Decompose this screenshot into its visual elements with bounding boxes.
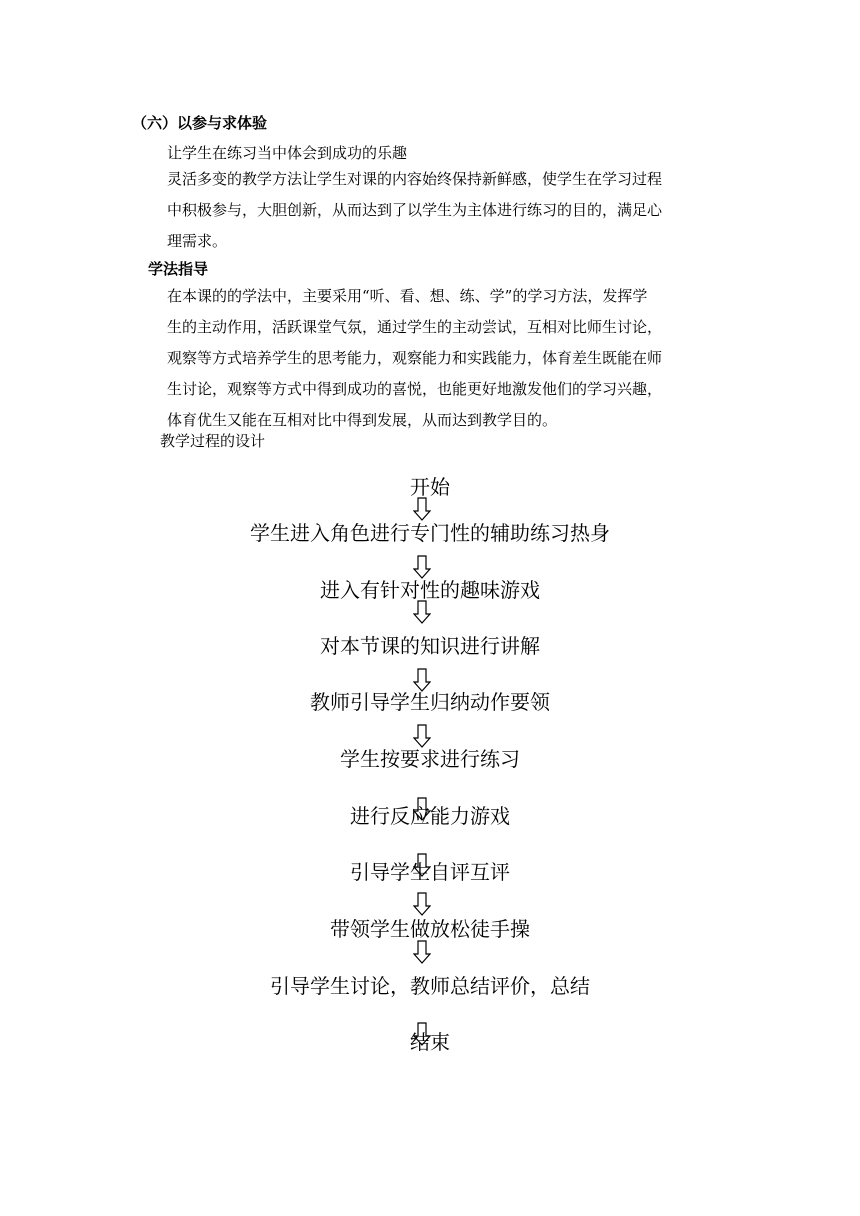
- paragraph-line: 生讨论，观察等方式中得到成功的喜悦，也能更好地激发他们的学习兴趣，: [167, 380, 663, 398]
- section-paragraph: [167, 164, 733, 257]
- section-heading-study-method: 学法指导: [148, 260, 209, 278]
- process-title: 教学过程的设计: [160, 432, 266, 450]
- down-arrow-icon: [413, 600, 431, 624]
- flow-step: 进入有针对性的趣味游戏: [320, 578, 540, 602]
- paragraph-line: 中积极参与，大胆创新，从而达到了以学生为主体进行练习的目的，满足心: [167, 201, 663, 219]
- flow-step: 带领学生做放松徒手操: [330, 917, 530, 941]
- flow-step: 学生按要求进行练习: [340, 747, 520, 771]
- paragraph-line: 在本课的的学法中，主要采用“听、看、想、练、学”的学习方法，发挥学: [167, 287, 648, 305]
- flow-step: 引导学生讨论，教师总结评价，总结: [270, 974, 590, 998]
- paragraph-line: 灵活多变的教学方法让学生对课的内容始终保持新鲜感，使学生在学习过程: [167, 170, 663, 188]
- paragraph-line: 理需求。: [167, 232, 228, 250]
- paragraph-line: 观察等方式培养学生的思考能力，观察能力和实践能力，体育差生既能在师: [167, 349, 663, 367]
- flow-step: 学生进入角色进行专门性的辅助练习热身: [250, 521, 610, 545]
- section-subline: 让学生在练习当中体会到成功的乐趣: [167, 144, 408, 162]
- paragraph-line: 体育优生又能在互相对比中得到发展，从而达到教学目的。: [167, 411, 558, 429]
- flow-step: 引导学生自评互评: [350, 860, 510, 884]
- flow-step-end: 结束: [410, 1030, 450, 1054]
- study-method-paragraph: [167, 281, 733, 436]
- flow-step: 教师引导学生归纳动作要领: [310, 690, 550, 714]
- down-arrow-icon: [413, 940, 431, 964]
- section-heading-participation: （六）以参与求体验: [132, 114, 268, 132]
- flow-step: 对本节课的知识进行讲解: [320, 634, 540, 658]
- flow-step-start: 开始: [410, 475, 450, 499]
- flow-step: 进行反应能力游戏: [350, 804, 510, 828]
- paragraph-line: 生的主动作用，活跃课堂气氛，通过学生的主动尝试，互相对比师生讨论，: [167, 318, 663, 336]
